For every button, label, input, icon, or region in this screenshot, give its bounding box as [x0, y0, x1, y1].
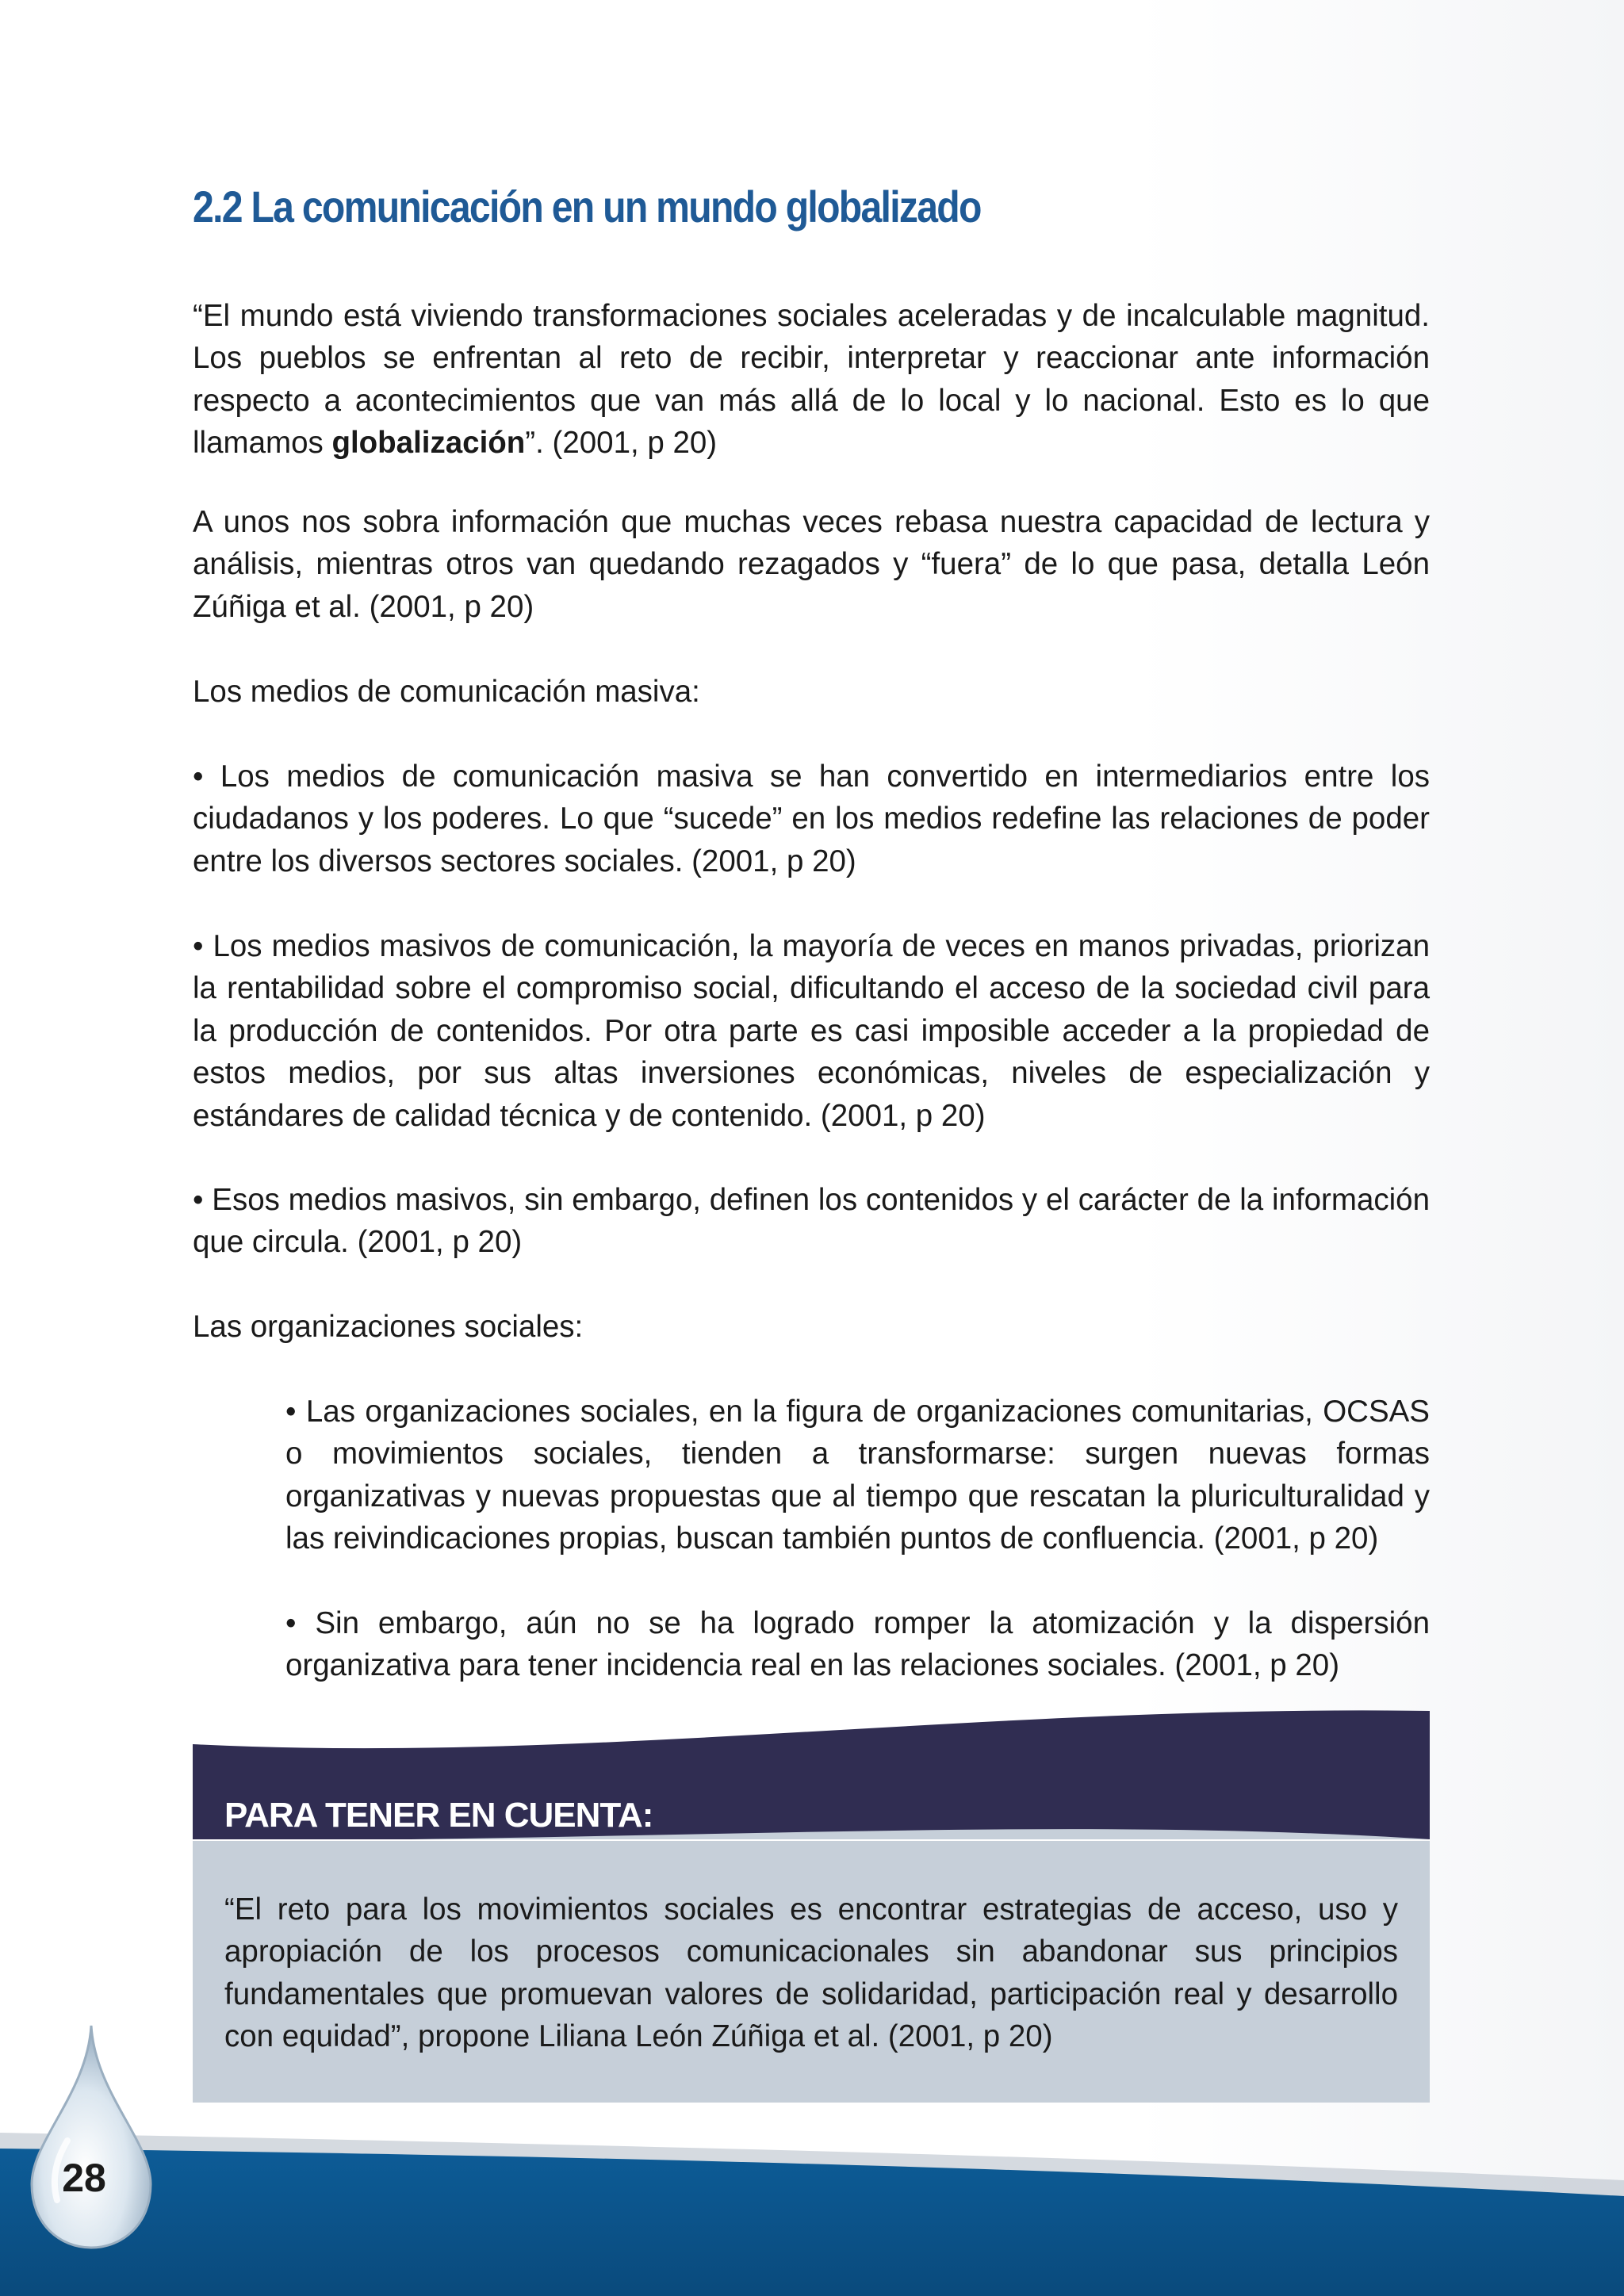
paragraph-citation: ”. (2001, p 20)	[525, 426, 718, 461]
paragraph-information-gap: A unos nos sobra información que muchas veces rebasa nuestra capacidad de lectura y análisis, mientras otros van quedando rezagados y “fuera” de lo que pasa, detalla León Zúñiga et al. (2001, p 20)	[193, 505, 1430, 624]
subheading-social-organizations: Las organizaciones sociales:	[193, 1310, 584, 1344]
paragraph-text: “El mundo está viviendo transformaciones sociales aceleradas y de incalculable magnitud. Los pueblos se enfrentan al reto de recibir, interpretar y reaccionar ante información respecto a acontecimientos que van más allá de lo local y lo nacional. Esto es lo que llamamos	[193, 299, 1430, 461]
section-title: 2.2 La comunicación en un mundo globalizado	[193, 182, 981, 232]
bullet-organizations-transform: • Las organizaciones sociales, en la figura de organizaciones comunitarias, OCSAS o movimientos sociales, tienden a transformarse: surgen nuevas formas organizativas y nuevas propuestas que al tiempo que rescatan la pluriculturalidad y las reivindicaciones propias, buscan también puntos de confluencia. (2001, p 20)	[285, 1395, 1430, 1556]
bullet-mass-media-private: • Los medios masivos de comunicación, la mayoría de veces en manos privadas, priorizan la rentabilidad sobre el compromiso social, dificultando el acceso de la sociedad civil para la producción de contenidos. Por otra parte es casi imposible acceder a la propiedad de estos medios, por sus altas inversiones económicas, niveles de especialización y estándares de calidad técnica y de contenido. (2001, p 20)	[193, 929, 1430, 1133]
paragraph-globalization-quote	[193, 295, 1430, 465]
bullet-mass-media-define-content: • Esos medios masivos, sin embargo, definen los contenidos y el carácter de la información que circula. (2001, p 20)	[193, 1183, 1430, 1260]
bullet-mass-media-intermediaries: • Los medios de comunicación masiva se han convertido en intermediarios entre los ciudadanos y los poderes. Lo que “sucede” en los medios redefine las relaciones de poder entre los diversos sectores sociales. (2001, p 20)	[193, 760, 1430, 878]
note-text: “El reto para los movimientos sociales es encontrar estrategias de acceso, uso y apropiación de los procesos comunicacionales sin abandonar sus principios fundamentales que promuevan valores de solidaridad, participación real y desarrollo con equidad”, propone Liliana León Zúñiga et al. (2001, p 20)	[224, 1892, 1398, 2054]
note-title: PARA TENER EN CUENTA:	[224, 1796, 653, 1835]
page-number: 28	[62, 2156, 106, 2200]
bold-term-globalizacion: globalización	[331, 426, 526, 461]
bullet-organizations-atomization: • Sin embargo, aún no se ha logrado romper la atomización y la dispersión organizativa para tener incidencia real en las relaciones sociales. (2001, p 20)	[285, 1606, 1430, 1683]
footer-wave	[0, 2109, 1624, 2296]
water-drop-icon	[24, 2022, 159, 2252]
subheading-mass-media: Los medios de comunicación masiva:	[193, 675, 700, 709]
